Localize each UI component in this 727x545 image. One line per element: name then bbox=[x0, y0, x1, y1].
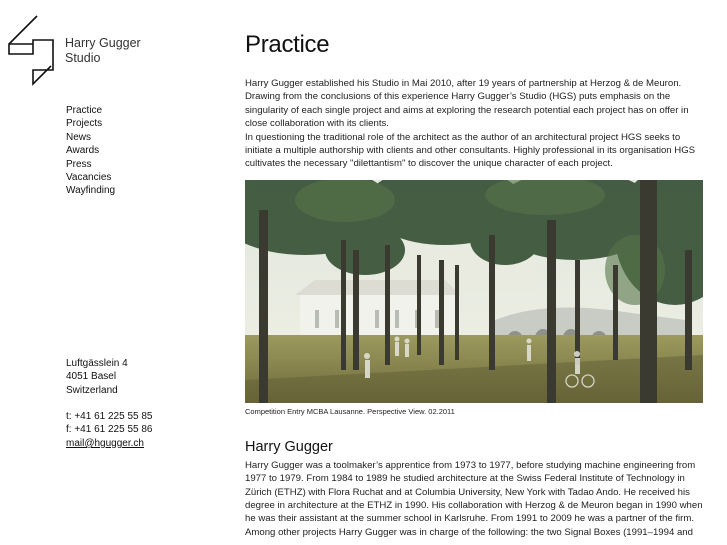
intro-text bbox=[245, 77, 705, 171]
intro-paragraph: Harry Gugger established his Studio in Mai 2010, after 19 years of partnership at Herzog & de Meuron. Drawing from the conclusions of this experience Harry Gugger’s Studio (HGS) puts emphasis on the singularity of each single project and aims at exploring the research potential each project has on offer in close collaboration with its clients. bbox=[245, 78, 689, 130]
nav-item-news[interactable]: News bbox=[66, 131, 92, 143]
contact-block bbox=[66, 410, 152, 450]
nav-item-awards[interactable]: Awards bbox=[66, 145, 100, 157]
page-title: Practice bbox=[245, 31, 330, 58]
main-nav bbox=[66, 104, 115, 198]
intro-paragraph: In questioning the traditional role of the architect as the author of an architectural project HGS seeks to initiate a multiple authorship with clients and other consultants. Highly professional in its organisation HGS cultivates the necessary "dilettantism" to discover the unique character of each project. bbox=[245, 131, 696, 170]
address-country: Switzerland bbox=[66, 384, 118, 396]
logo-mark-icon bbox=[7, 14, 67, 86]
project-image bbox=[245, 180, 703, 403]
nav-item-projects[interactable]: Projects bbox=[66, 118, 103, 130]
address-block bbox=[66, 357, 128, 397]
bio-paragraph: Among other projects Harry Gugger was in charge of the following: the two Signal Boxes (1991–1994 and bbox=[245, 526, 693, 538]
studio-logo[interactable] bbox=[7, 14, 147, 86]
nav-item-wayfinding[interactable]: Wayfinding bbox=[66, 185, 116, 197]
nav-item-vacancies[interactable]: Vacancies bbox=[66, 172, 112, 184]
image-caption: Competition Entry MCBA Lausanne. Perspective View. 02.2011 bbox=[245, 406, 455, 416]
fax-number: f: +41 61 225 55 86 bbox=[66, 424, 153, 436]
brand-line-2: Studio bbox=[65, 51, 101, 65]
address-street: Luftgässlein 4 bbox=[66, 358, 128, 369]
bio-text bbox=[245, 459, 705, 539]
email-link[interactable]: mail@hgugger.ch bbox=[66, 437, 144, 449]
bio-paragraph: Harry Gugger was a toolmaker’s apprentice from 1973 to 1977, before studying machine engineering from 1977 to 1979. From 1984 to 1989 he studied architecture at the Swiss Federal Institute of Technology in Zürich (ETHZ) with Flora Ruchat and at Columbia University, New York with Tadao Ando. He received his degree in architecture at the ETHZ in 1990. His collaboration with Herzog & de Meuron began in 1990 when he was their assistant at the summer school in Karlsruhe. From 1991 to 2009 he was a partner of the firm. bbox=[245, 459, 703, 525]
phone-number: t: +41 61 225 55 85 bbox=[66, 411, 153, 422]
address-city: 4051 Basel bbox=[66, 371, 117, 383]
perspective-rendering bbox=[245, 180, 703, 403]
brand-name bbox=[65, 36, 141, 66]
nav-item-practice[interactable]: Practice bbox=[66, 105, 103, 116]
section-title: Harry Gugger bbox=[245, 438, 333, 455]
main-content bbox=[245, 30, 705, 539]
brand-line-1: Harry Gugger bbox=[65, 36, 141, 50]
nav-item-press[interactable]: Press bbox=[66, 158, 92, 170]
